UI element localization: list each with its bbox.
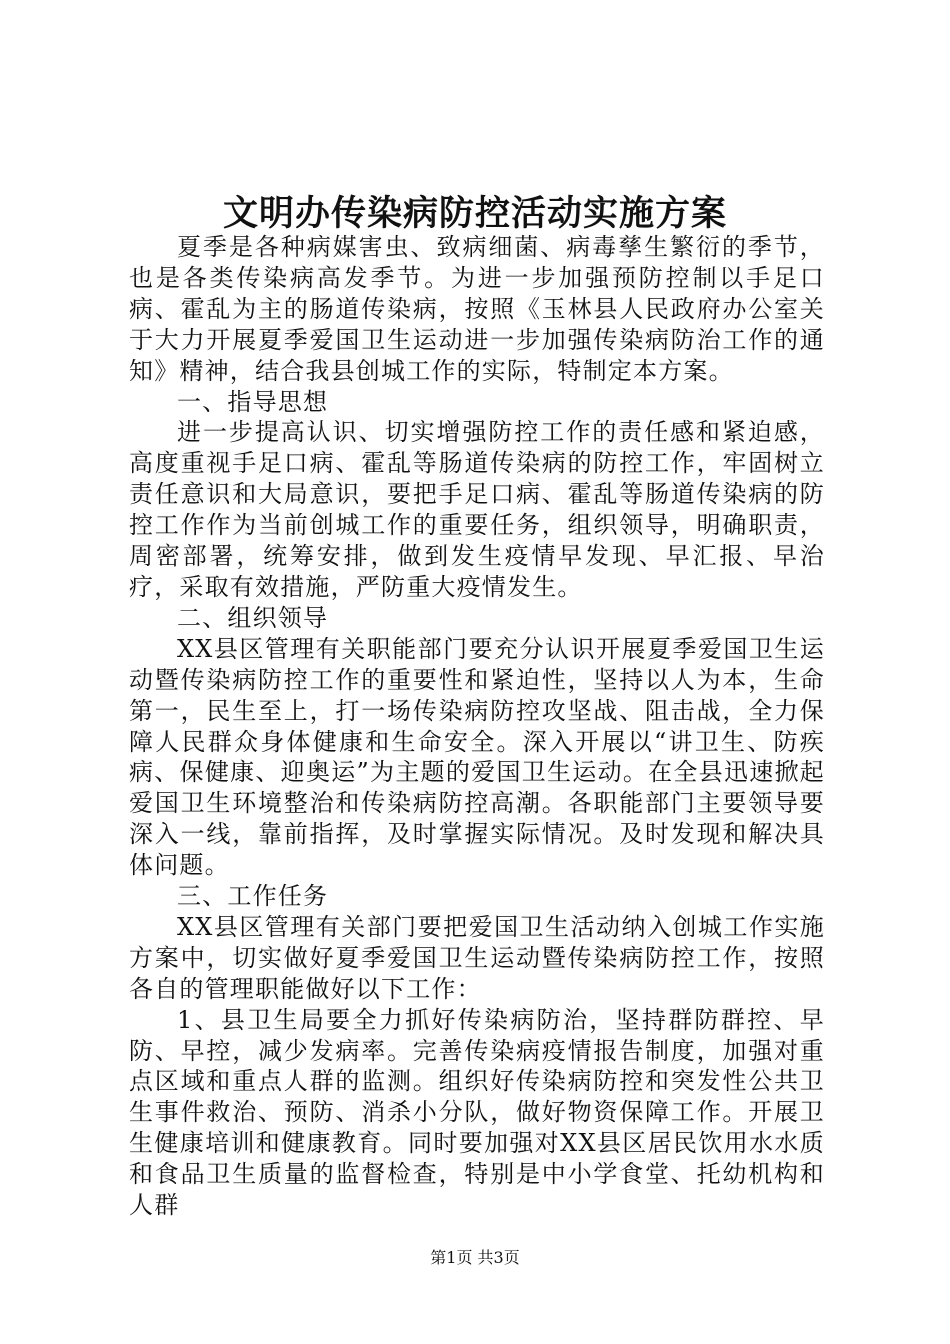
document-body [129, 232, 825, 1221]
guiding-ideology-paragraph: 进一步提高认识、切实增强防控工作的责任感和紧迫感，高度重视手足口病、霍乱等肠道传染病的防控工作，牢固树立责任意识和大局意识，要把手足口病、霍乱等肠道传染病的防控工作作为当前创城工作的重要任务，组织领导，明确职责，周密部署，统筹安排，做到发生疫情早发现、早汇报、早治疗，采取有效措施，严防重大疫情发生。 [129, 418, 825, 601]
task-item-1-paragraph: 1、县卫生局要全力抓好传染病防治，坚持群防群控、早防、早控，减少发病率。完善传染病疫情报告制度，加强对重点区域和重点人群的监测。组织好传染病防控和突发性公共卫生事件救治、预防、消杀小分队，做好物资保障工作。开展卫生健康培训和健康教育。同时要加强对XX县区居民饮用水水质和食品卫生质量的监督检查，特别是中小学食堂、托幼机构和人群 [129, 1005, 825, 1220]
organization-paragraph: XX县区管理有关职能部门要充分认识开展夏季爱国卫生运动暨传染病防控工作的重要性和紧迫性，坚持以人为本，生命第一，民生至上，打一场传染病防控攻坚战、阻击战，全力保障人民群众身体健康和生命安全。深入开展以“讲卫生、防疾病、保健康、迎奥运”为主题的爱国卫生运动。在全县迅速掀起爱国卫生环境整治和传染病防控高潮。各职能部门主要领导要深入一线，靠前指挥，及时掌握实际情况。及时发现和解决具体问题。 [129, 634, 825, 880]
section-heading-guiding-ideology: 一、指导思想 [177, 387, 329, 416]
intro-paragraph: 夏季是各种病媒害虫、致病细菌、病毒孳生繁衍的季节，也是各类传染病高发季节。为进一步加强预防控制以手足口病、霍乱为主的肠道传染病，按照《玉林县人民政府办公室关于大力开展夏季爱国卫生运动进一步加强传染病防治工作的通知》精神，结合我县创城工作的实际，特制定本方案。 [129, 233, 825, 385]
page-number-footer: 第1页 共3页 [430, 1248, 520, 1267]
section-heading-tasks: 三、工作任务 [177, 882, 329, 911]
tasks-paragraph: XX县区管理有关部门要把爱国卫生活动纳入创城工作实施方案中，切实做好夏季爱国卫生运动暨传染病防控工作，按照各自的管理职能做好以下工作： [129, 912, 825, 1003]
document-title: 文明办传染病防控活动实施方案 [222, 193, 727, 234]
section-heading-organization: 二、组织领导 [177, 603, 329, 632]
